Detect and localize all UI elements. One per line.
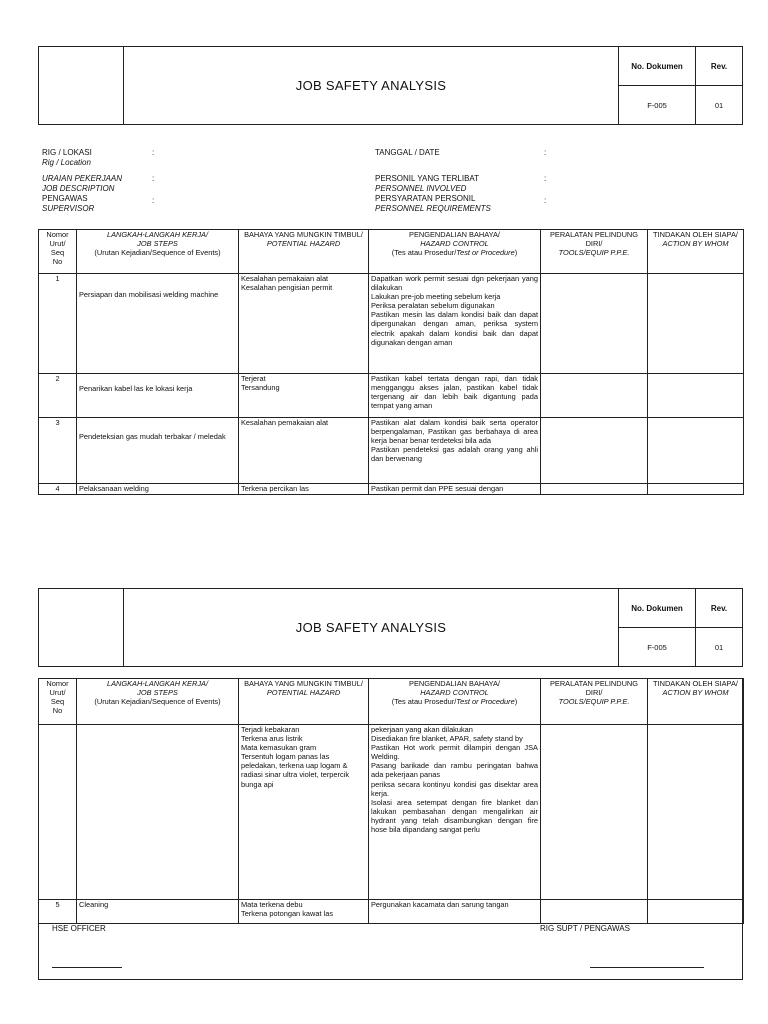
col-steps-note: (Urutan Kejadian/Sequence of Events)	[94, 697, 221, 707]
tanggal-colon: :	[544, 148, 547, 157]
col-ppe-title: PERALATAN PELINDUNG DIRI/	[549, 230, 639, 249]
col-ppe-title: PERALATAN PELINDUNG DIRI/	[549, 679, 639, 698]
table-row	[39, 725, 744, 900]
personil-sublabel: PERSONNEL INVOLVED	[375, 184, 467, 193]
row-step	[77, 725, 239, 900]
row-no: 4	[39, 484, 77, 495]
doc-no-label: No. Dokumen	[619, 589, 696, 628]
row-step: Pelaksanaan welding	[77, 484, 239, 495]
col-control-subtitle: HAZARD CONTROL	[420, 688, 489, 698]
row-action	[648, 900, 744, 924]
row-step-text: Pendeteksian gas mudah terbakar / meledak	[79, 432, 226, 441]
syarat-sublabel: PERSONNEL REQUIREMENTS	[375, 204, 491, 213]
col-action-header	[648, 679, 744, 725]
row-action	[648, 418, 744, 484]
row-hazard: Kesalahan pemakaian alat Kesalahan pengisian permit	[239, 274, 369, 374]
row-ppe	[541, 374, 648, 418]
row-ppe	[541, 725, 648, 900]
row-action	[648, 274, 744, 374]
table-row	[39, 274, 744, 374]
jsa-table-page1	[38, 229, 744, 495]
row-step-text: Penarikan kabel las ke lokasi kerja	[79, 384, 193, 393]
table-row	[39, 484, 744, 495]
row-no	[39, 725, 77, 900]
row-step: Cleaning	[77, 900, 239, 924]
row-hazard: Terjadi kebakaran Terkena arus listrik Mata kemasukan gram Tersentuh logam panas las peledakan, terkena uap logam & radiasi sinar ultra violet, terpercik bunga api	[239, 725, 369, 900]
row-ppe	[541, 900, 648, 924]
table-header-row	[39, 230, 744, 274]
col-hazard-title: BAHAYA YANG MUNGKIN TIMBUL/	[244, 230, 363, 239]
table-row	[39, 374, 744, 418]
row-control: Pergunakan kacamata dan sarung tangan	[369, 900, 541, 924]
col-control-title: PENGENDALIAN BAHAYA/	[409, 679, 500, 688]
col-ppe-subtitle: TOOLS/EQUIP P.P.E.	[558, 697, 630, 707]
col-control-subtitle: HAZARD CONTROL	[420, 239, 489, 249]
row-control: Pastikan kabel tertata dengan rapi, dan tidak mengganggu akses jalan, pastikan kabel tidak tergenang air dan lebih baik digantung pada tempat yang aman	[369, 374, 541, 418]
row-action	[648, 725, 744, 900]
personil-label: PERSONIL YANG TERLIBAT	[375, 174, 480, 183]
rig-colon: :	[152, 148, 155, 157]
row-control: Dapatkan work permit sesuai dgn pekerjaan yang dilakukan Lakukan pre-job meeting sebelum kerja Periksa peralatan sebelum digunakan Pastikan mesin las dalam kondisi baik dan dapat dipergunakan dengan aman, periksa system electrik apakah dalam kondisi baik dan dapat digunakan dengan aman	[369, 274, 541, 374]
col-ppe-header	[541, 230, 648, 274]
hse-signature-line	[52, 967, 122, 968]
rev-value: 01	[696, 86, 743, 125]
pengawas-colon: :	[152, 196, 155, 205]
uraian-label: URAIAN PEKERJAAN	[42, 174, 123, 183]
syarat-colon: :	[544, 196, 547, 205]
tanggal-label: TANGGAL / DATE	[375, 148, 440, 157]
rev-value: 01	[696, 628, 743, 667]
col-action-header	[648, 230, 744, 274]
col-ppe-header	[541, 679, 648, 725]
col-steps-header	[77, 230, 239, 274]
row-no: 2	[39, 374, 77, 418]
row-step	[77, 274, 239, 374]
row-control: pekerjaan yang akan dilakukan Disediakan fire blanket, APAR, safety stand by Pastikan Hot work permit dilampiri dengan JSA Welding. Pasang barikade dan rambu peringatan bahwa ada pekerjaan panas periksa secara kontinyu kondisi gas disektar area kerja. Isolasi area setempat dengan fire blanket dan lakukan pembasahan dengan mengalirkan air hydrant yang telah disambungkan dengan fire hose bila dipandang sangat perlu	[369, 725, 541, 900]
row-step	[77, 418, 239, 484]
rev-label: Rev.	[696, 47, 743, 86]
col-hazard-header	[239, 679, 369, 725]
row-control: Pastikan alat dalam kondisi baik serta operator berpengalaman, Pastikan gas berbahaya di area kerja benar benar terdeteksi bila ada Pastikan pendeteksi gas adalah orang yang ahli dan berwenang	[369, 418, 541, 484]
pengawas-sublabel: SUPERVISOR	[42, 204, 95, 213]
col-steps-subtitle: JOB STEPS	[137, 688, 178, 698]
col-action-title: TINDAKAN OLEH SIAPA/	[653, 679, 738, 688]
col-steps-header	[77, 679, 239, 725]
doc-no-value: F-005	[619, 86, 696, 125]
col-steps-note: (Urutan Kejadian/Sequence of Events)	[94, 248, 221, 258]
jsa-table-page2	[38, 678, 744, 924]
col-steps-subtitle: JOB STEPS	[137, 239, 178, 249]
logo-box	[39, 589, 124, 667]
page-2	[0, 588, 768, 988]
col-hazard-title: BAHAYA YANG MUNGKIN TIMBUL/	[244, 679, 363, 688]
pengawas-label: PENGAWAS	[42, 194, 88, 203]
doc-no-value: F-005	[619, 628, 696, 667]
logo-box	[39, 47, 124, 125]
document-title: JOB SAFETY ANALYSIS	[124, 589, 619, 667]
col-no-header: Nomor Urut/ Seq No	[39, 230, 77, 274]
col-no-header: Nomor Urut/ Seq No	[39, 679, 77, 725]
col-control-header	[369, 230, 541, 274]
rig-sublabel: Rig / Location	[42, 158, 91, 167]
row-no: 5	[39, 900, 77, 924]
row-no: 3	[39, 418, 77, 484]
table-row	[39, 418, 744, 484]
col-hazard-subtitle: POTENTIAL HAZARD	[266, 239, 341, 249]
info-block	[42, 148, 742, 222]
col-control-header	[369, 679, 541, 725]
syarat-label: PERSYARATAN PERSONIL	[375, 194, 476, 203]
col-action-title: TINDAKAN OLEH SIAPA/	[653, 230, 738, 239]
document-header	[38, 588, 743, 667]
col-hazard-subtitle: POTENTIAL HAZARD	[266, 688, 341, 698]
rig-label: RIG / LOKASI	[42, 148, 92, 157]
row-no: 1	[39, 274, 77, 374]
col-steps-title: LANGKAH-LANGKAH KERJA/	[106, 679, 209, 688]
row-ppe	[541, 274, 648, 374]
row-action	[648, 484, 744, 495]
row-step	[77, 374, 239, 418]
rig-supt-signature-line	[590, 967, 704, 968]
row-ppe	[541, 484, 648, 495]
rig-supt-label: RIG SUPT / PENGAWAS	[540, 924, 630, 933]
row-step-text: Persiapan dan mobilisasi welding machine	[79, 290, 219, 299]
row-ppe	[541, 418, 648, 484]
personil-colon: :	[544, 174, 547, 183]
table-header-row	[39, 679, 744, 725]
document-header	[38, 46, 743, 125]
col-control-note: (Tes atau Prosedur/Test or Procedure)	[391, 248, 518, 258]
row-control: Pastikan permit dan PPE sesuai dengan	[369, 484, 541, 495]
row-hazard: Terkena percikan las	[239, 484, 369, 495]
doc-no-label: No. Dokumen	[619, 47, 696, 86]
row-hazard: Kesalahan pemakaian alat	[239, 418, 369, 484]
row-hazard: Terjerat Tersandung	[239, 374, 369, 418]
col-action-subtitle: ACTION BY WHOM	[662, 239, 729, 249]
col-hazard-header	[239, 230, 369, 274]
col-control-title: PENGENDALIAN BAHAYA/	[409, 230, 500, 239]
col-steps-title: LANGKAH-LANGKAH KERJA/	[106, 230, 209, 239]
hse-officer-label: HSE OFFICER	[52, 924, 106, 933]
table-row	[39, 900, 744, 924]
document-title: JOB SAFETY ANALYSIS	[124, 47, 619, 125]
col-ppe-subtitle: TOOLS/EQUIP P.P.E.	[558, 248, 630, 258]
col-control-note: (Tes atau Prosedur/Test or Procedure)	[391, 697, 518, 707]
row-hazard: Mata terkena debu Terkena potongan kawat las	[239, 900, 369, 924]
uraian-sublabel: JOB DESCRIPTION	[42, 184, 115, 193]
row-action	[648, 374, 744, 418]
uraian-colon: :	[152, 174, 155, 183]
rev-label: Rev.	[696, 589, 743, 628]
col-action-subtitle: ACTION BY WHOM	[662, 688, 729, 698]
